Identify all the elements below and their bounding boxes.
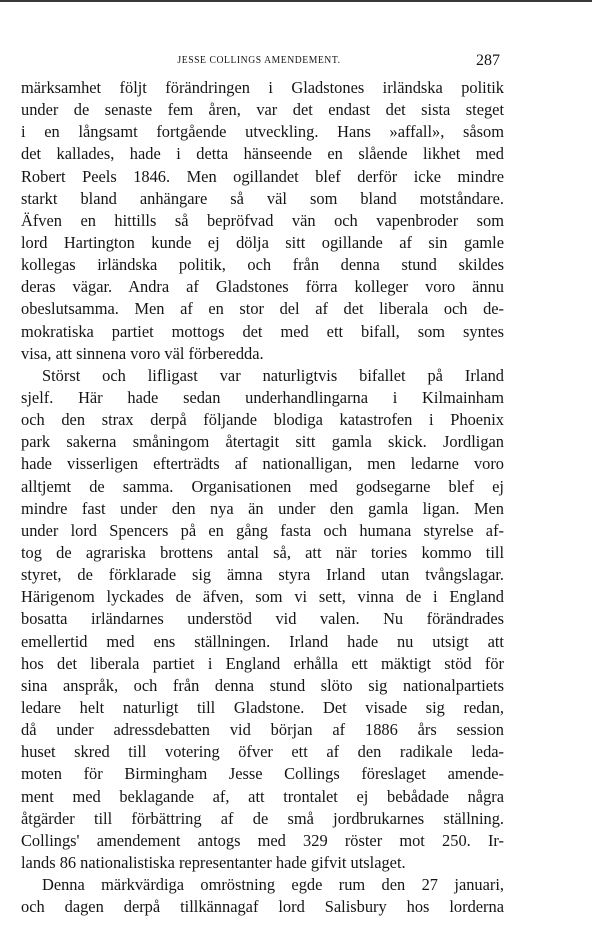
text-line: åtgärder till förbättring af de små jordbrukarnes ställning. (21, 808, 504, 828)
text-line: lord Hartington kunde ej dölja sitt ogillande af sin gamle (21, 232, 504, 252)
paragraph-start-line: Störst och lifligast var naturligtvis bifallet på Irland (42, 365, 504, 385)
text-line: Härigenom lyckades de äfven, som vi sett, vinna de i England (21, 587, 504, 607)
text-line: huset skred till votering öfver ett af den radikale leda- (21, 742, 504, 762)
text-line: deras vägar. Andra af Gladstones förra kolleger voro ännu (21, 277, 504, 297)
text-line: sjelf. Här hade sedan underhandlingarna i Kilmainham (21, 387, 504, 407)
paragraph-end-line: lands 86 nationalistiska representanter hade gifvit utslaget. (21, 852, 406, 872)
text-line: Collings' amendement antogs med 329 röster mot 250. Ir- (21, 830, 504, 850)
text-line: bosatta irländarnes understöd vid valen. Nu förändrades (21, 609, 504, 629)
text-line: under lord Spencers på en gång fasta och humana styrelse af- (21, 520, 504, 540)
text-line: mokratiska partiet mottogs det med ett bifall, som syntes (21, 321, 504, 341)
top-rule (0, 0, 592, 2)
text-line: starkt bland anhängare så väl som bland motståndare. (21, 188, 504, 208)
text-line: obeslutsamma. Men af en stor del af det liberala och de- (21, 299, 504, 319)
text-line: i en långsamt fortgående utveckling. Hans »affall», såsom (21, 122, 504, 142)
page-number: 287 (476, 52, 500, 69)
text-line: och dagen derpå tillkännagaf lord Salisbury hos lorderna (21, 897, 504, 917)
text-line: alltjemt de samma. Organisationen med godsegarne blef ej (21, 476, 504, 496)
text-line: mindre fast under den nya än under den gamla ligan. Men (21, 498, 504, 518)
text-line: då under adressdebatten vid början af 1886 års session (21, 720, 504, 740)
text-line: märksamhet följt förändringen i Gladstones irländska politik (21, 78, 504, 97)
text-line: park sakerna småningom återtagit sitt gamla skick. Jordligan (21, 432, 504, 452)
paragraph-end-line: visa, att sinnena voro väl förberedda. (21, 343, 264, 363)
text-line: tog de agrariska brottens antal så, att när tories kommo till (21, 542, 504, 562)
text-line: moten för Birmingham Jesse Collings föreslaget amende- (21, 764, 504, 784)
text-line: kollegas irländska politik, och från denna stund skildes (21, 255, 504, 275)
text-line: sina anspråk, och från denna stund slöto sig nationalpartiets (21, 675, 504, 695)
text-line: hade visserligen efterträdts af nationalligan, men ledarne voro (21, 454, 504, 474)
text-line: Äfven en hittills så bepröfvad vän och vapenbroder som (21, 210, 504, 230)
text-line: under de senaste fem åren, var det endast det sista steget (21, 100, 504, 120)
text-line: ment med beklagande af, att trontalet ej bebådade några (21, 786, 504, 806)
text-line: Robert Peels 1846. Men ogillandet blef derför icke mindre (21, 166, 504, 186)
body-text (21, 77, 504, 918)
text-line: det kallades, hade i detta hänseende en slående likhet med (21, 144, 504, 164)
text-line: styret, de förklarade sig ämna styra Irland utan tvångslagar. (21, 565, 504, 585)
text-line: och den strax derpå följande blodiga katastrofen i Phoenix (21, 410, 504, 430)
text-line: emellertid med ens ställningen. Irland hade nu utsigt att (21, 631, 504, 651)
running-head (20, 52, 498, 74)
text-line: hos det liberala partiet i England erhålla ett mäktigt stöd för (21, 653, 504, 673)
running-title: JESSE COLLINGS AMENDEMENT. (177, 55, 341, 66)
text-line: ledare helt naturligt till Gladstone. Det visade sig redan, (21, 697, 504, 717)
paragraph-start-line: Denna märkvärdiga omröstning egde rum den 27 januari, (42, 875, 504, 895)
